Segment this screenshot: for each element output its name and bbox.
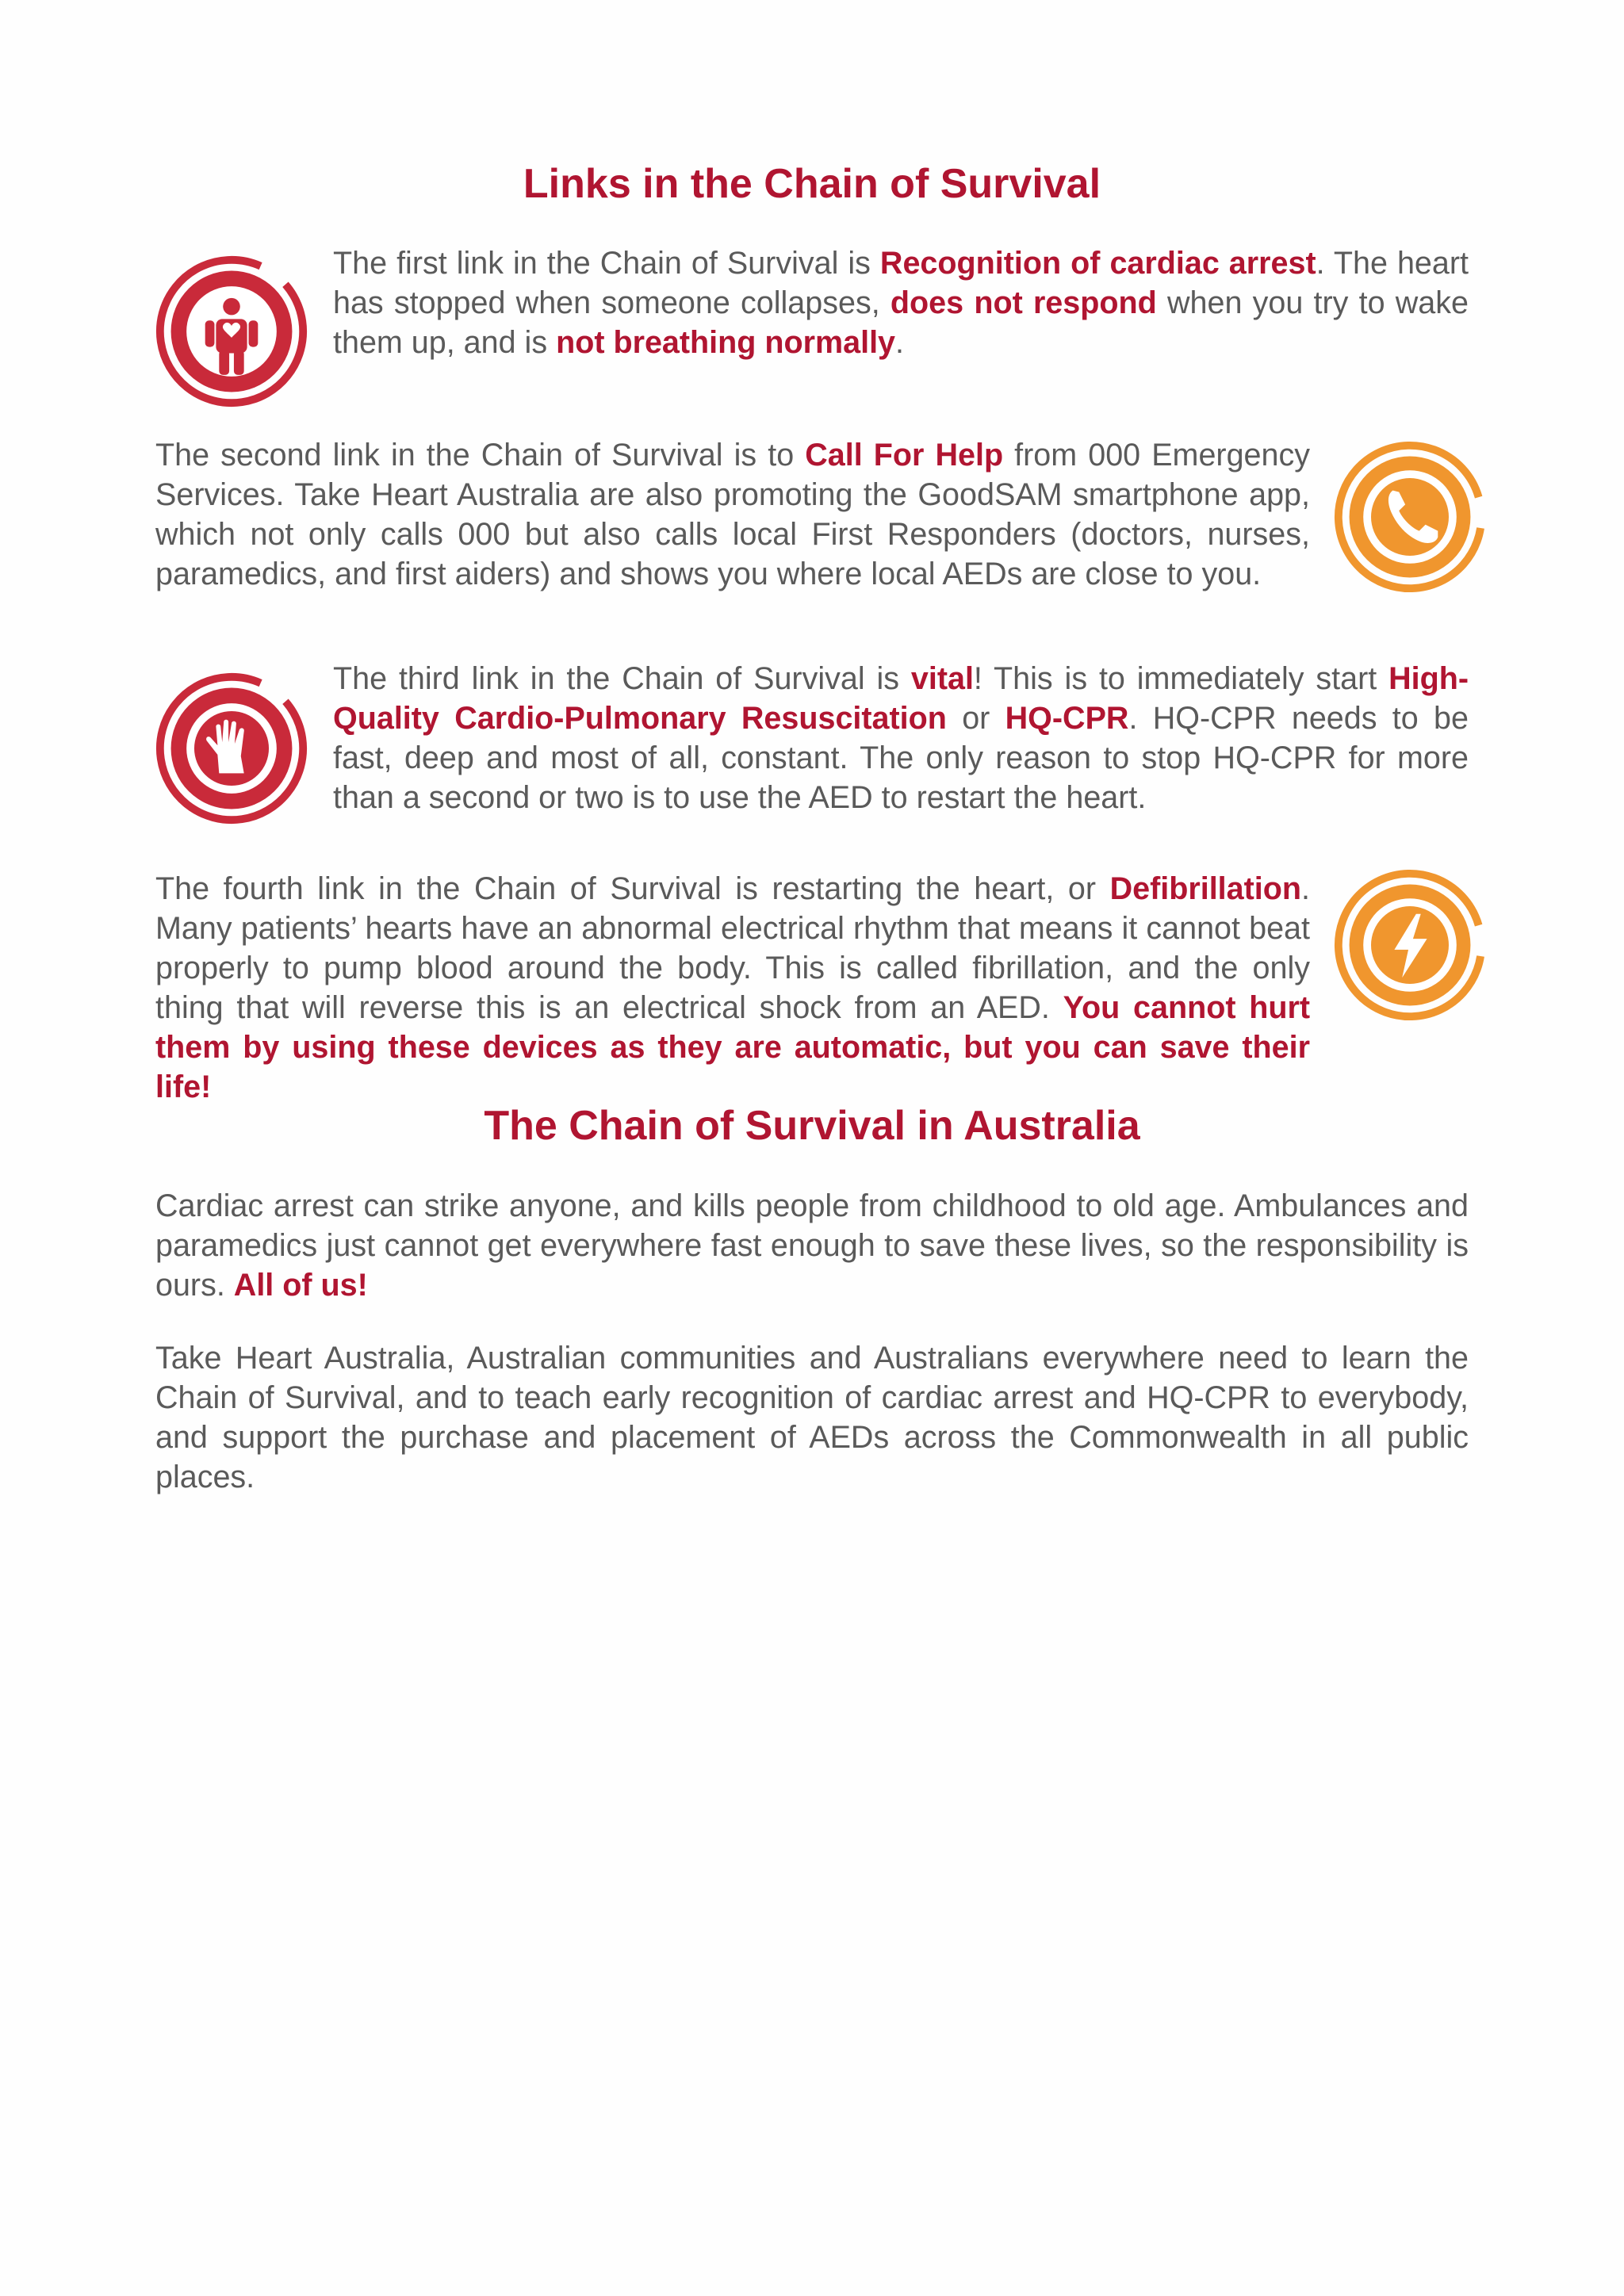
section-title-links: Links in the Chain of Survival [523, 161, 1101, 207]
australia-paragraph-1: Cardiac arrest can strike anyone, and kills people from childhood to old age. Ambulances and paramedics just cannot get everywhere fast enough to save these lives, so the responsibility is ours. All of us! [155, 1188, 1469, 1303]
person-heart-icon [154, 254, 309, 409]
lightning-bolt-icon [1332, 867, 1488, 1023]
australia-paragraph-2: Take Heart Australia, Australian communities and Australians everywhere need to learn the Chain of Survival, and to teach early recognition of cardiac arrest and HQ-CPR to everybody, and support the purchase and placement of AEDs across the Commonwealth in all public places. [155, 1341, 1469, 1494]
phone-icon [1332, 439, 1488, 595]
hands-cpr-icon [154, 671, 309, 826]
link1-paragraph: The first link in the Chain of Survival is Recognition of cardiac arrest. The heart has stopped when someone collapses, does not respond when you try to wake them up, and is not breathing normally. [333, 246, 1469, 360]
section-title-australia: The Chain of Survival in Australia [484, 1103, 1140, 1149]
link3-paragraph: The third link in the Chain of Survival is vital! This is to immediately start High-Quality Cardio-Pulmonary Resuscitation or HQ-CPR. HQ-CPR needs to be fast, deep and most of all, constant. The only reason to stop HQ-CPR for more than a second or two is to use the AED to restart the heart. [333, 661, 1469, 815]
link2-paragraph: The second link in the Chain of Survival is to Call For Help from 000 Emergency Services. Take Heart Australia are also promoting the GoodSAM smartphone app, which not only calls 000 but also calls local First Responders (doctors, nurses, paramedics, and first aiders) and shows you where local AEDs are close to you. [155, 438, 1310, 591]
link4-paragraph: The fourth link in the Chain of Survival is restarting the heart, or Defibrillation. Many patients’ hearts have an abnormal electrical rhythm that means it cannot beat properly to pump blood around the body. This is called fibrillation, and the only thing that will reverse this is an electrical shock from an AED. You cannot hurt them by using these devices as they are automatic, but you can save their life! [155, 871, 1310, 1104]
